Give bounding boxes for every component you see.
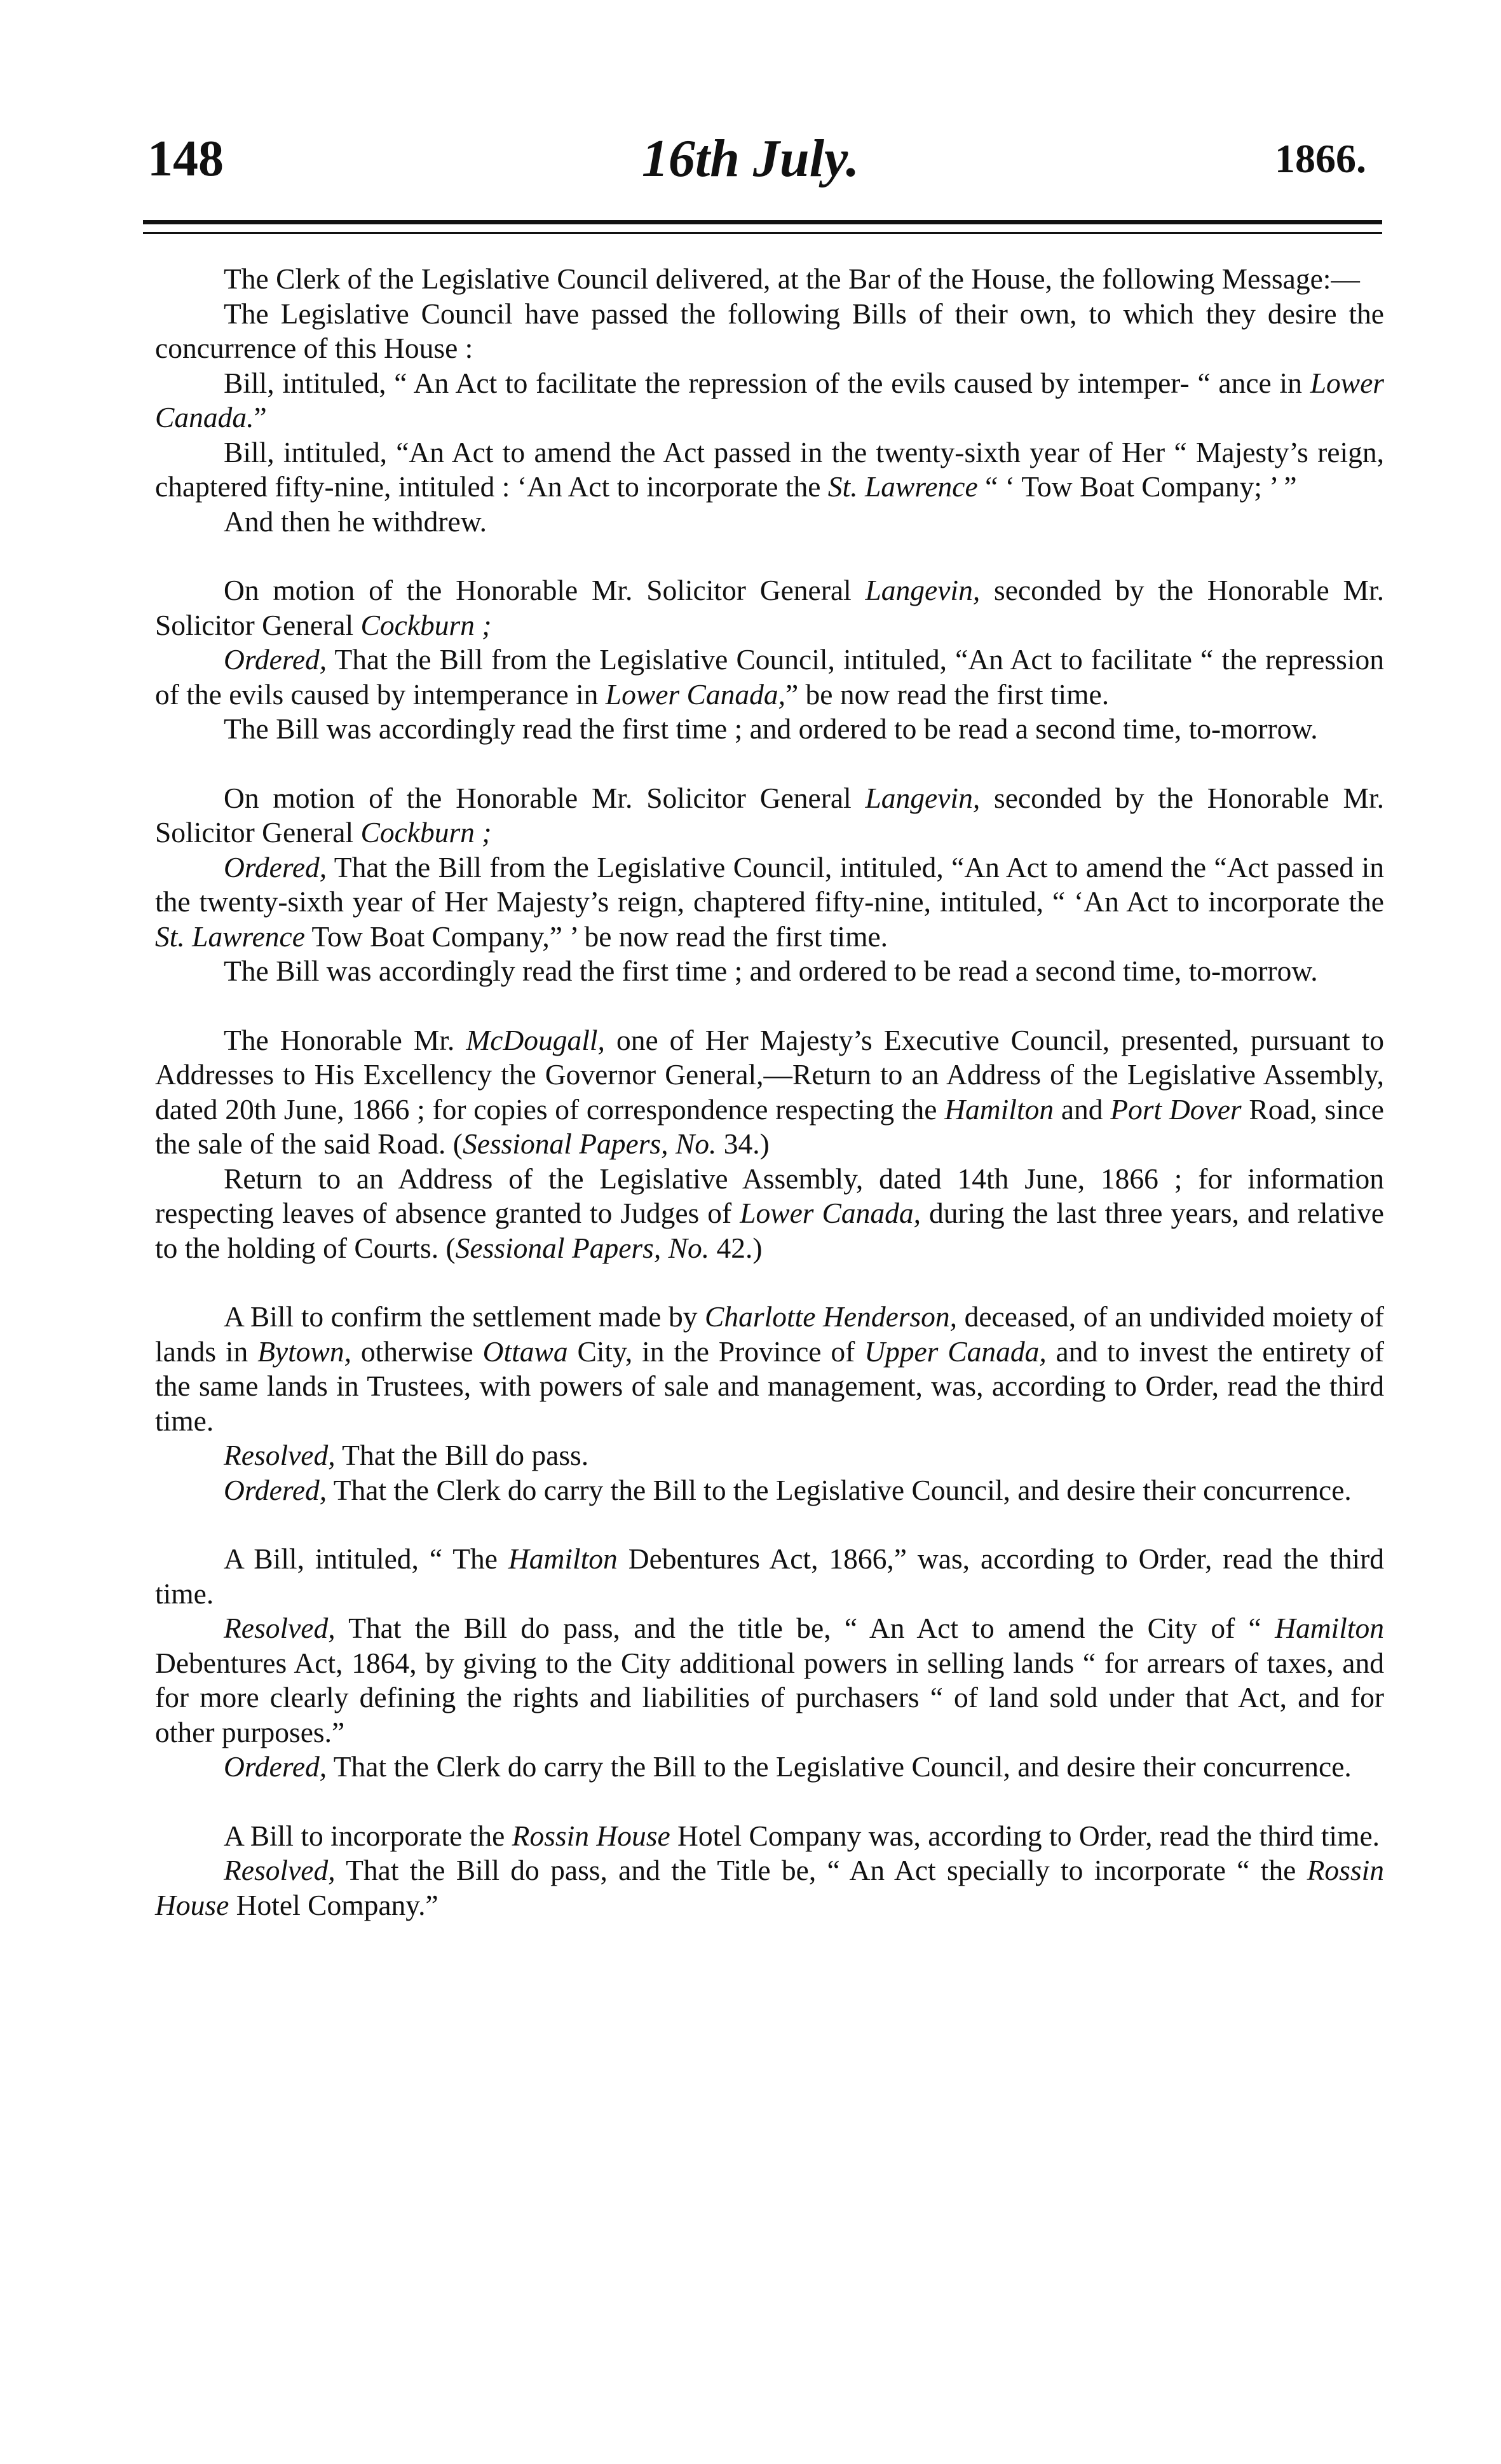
text-run: Return to an Address of the Legislative Assembly, dated 14th June, 1866 ; for information respecting leaves of absence granted to Judges of: [155, 1162, 1384, 1229]
paragraph-resolved-2: [155, 1611, 1384, 1750]
italic-run: Resolved,: [224, 1439, 336, 1471]
italic-run: Resolved,: [224, 1854, 336, 1886]
italic-run: Rossin House: [512, 1819, 670, 1852]
italic-run: St. Lawrence: [827, 470, 978, 503]
text-run: The Legislative Council have passed the following Bills of their own, to which they desire the concurrence of this House :: [155, 297, 1384, 364]
text-run: A Bill, intituled, “ The: [224, 1542, 508, 1575]
text-run: That the Bill do pass, and the Title be, “ An Act specially to incorporate “ the: [335, 1854, 1307, 1886]
text-run: Hotel Company was, according to Order, read the third time.: [670, 1819, 1380, 1852]
italic-run: Langevin,: [865, 574, 981, 606]
paragraph-read-first-1: [155, 712, 1384, 747]
italic-run: St. Lawrence: [155, 920, 305, 953]
text-run: seconded by the Honorable Mr. Solicitor General: [155, 574, 1384, 641]
paragraph-mcdougall-return: [155, 1023, 1384, 1162]
text-run: during the last three years, and relative to the holding of Courts. (: [155, 1197, 1385, 1264]
paragraph-clerk-message: [155, 262, 1384, 297]
text-run: A Bill to confirm the settlement made by: [224, 1300, 705, 1333]
italic-run: Hamilton: [944, 1092, 1054, 1126]
paragraph-ordered-2: [155, 850, 1384, 955]
italic-run: Upper Canada,: [864, 1335, 1047, 1368]
italic-run: Cockburn ;: [360, 816, 492, 848]
italic-run: McDougall,: [466, 1023, 605, 1056]
italic-run: Port Dover: [1110, 1092, 1242, 1126]
paragraph-resolved-3: [155, 1853, 1384, 1923]
text-run: Hotel Company.”: [229, 1888, 438, 1921]
text-run: deceased, of an undivided moiety of lands in: [155, 1300, 1384, 1368]
text-run: seconded by the Honorable Mr. Solicitor General: [155, 781, 1384, 848]
italic-run: Sessional Papers, No.: [455, 1231, 710, 1264]
paragraph-motion-1: [155, 573, 1384, 643]
text-run: 42.): [709, 1231, 763, 1264]
page-number: 148: [147, 131, 224, 187]
italic-run: Lower Canada,: [605, 677, 785, 711]
paragraph-hamilton-bill: [155, 1542, 1384, 1611]
text-run: That the Bill from the Legislative Council, intituled, “An Act to amend the “Act passed in the twenty-sixth year of Her Majesty’s reign, chaptered fifty-nine, intituled, “ ‘An Act to incorporate the: [155, 850, 1384, 918]
italic-run: Langevin,: [865, 781, 981, 814]
paragraph-council-passed-bills: [155, 297, 1384, 366]
text-run: Bill, intituled, “ An Act to facilitate the repression of the evils caused by intemper- “ ance in: [224, 366, 1310, 399]
text-run: The Bill was accordingly read the first time ; and ordered to be read a second time, to-morrow.: [224, 955, 1318, 987]
italic-run: Sessional Papers, No.: [462, 1127, 717, 1160]
italic-run: Hamilton: [508, 1542, 618, 1575]
text-run: The Bill was accordingly read the first time ; and ordered to be read a second time, to-morrow.: [224, 712, 1318, 745]
text-run: and: [1054, 1092, 1111, 1126]
text-run: City, in the Province of: [567, 1335, 865, 1368]
paragraph-henderson-bill: [155, 1300, 1384, 1438]
italic-run: Lower Canada.: [155, 366, 1384, 433]
italic-run: Lower Canada,: [740, 1197, 921, 1229]
paragraph-ordered-3: [155, 1473, 1384, 1508]
italic-run: Resolved,: [224, 1612, 336, 1644]
paragraph-return-judges: [155, 1162, 1384, 1266]
text-run: ”: [254, 401, 267, 433]
italic-run: Ottawa: [482, 1335, 568, 1368]
text-run: That the Bill from the Legislative Council, intituled, “An Act to facilitate “ the repression of the evils caused by intemperance in: [155, 643, 1384, 711]
text-run: That the Clerk do carry the Bill to the Legislative Council, and desire their concurrence.: [327, 1750, 1352, 1783]
text-run: one of Her Majesty’s Executive Council, presented, pursuant to Addresses to His Excellency the Governor General,—Return to an Address of the Legislative Assembly, dated 20th June, 1866 ; for copies of correspondence respecting the: [155, 1023, 1384, 1126]
italic-run: Charlotte Henderson,: [705, 1300, 958, 1333]
text-run: 34.): [716, 1127, 770, 1160]
text-run: On motion of the Honorable Mr. Solicitor General: [224, 781, 866, 814]
text-run: That the Clerk do carry the Bill to the Legislative Council, and desire their concurrence.: [327, 1473, 1352, 1506]
text-run: The Honorable Mr.: [224, 1023, 466, 1056]
text-run: Bill, intituled, “An Act to amend the Act passed in the twenty-sixth year of Her “ Majesty’s reign, chaptered fifty-nine, intituled : ‘An Act to incorporate the: [155, 435, 1384, 503]
italic-run: Hamilton: [1275, 1612, 1384, 1644]
text-run: Debentures Act, 1864, by giving to the City additional powers in selling lands “ for arrears of taxes, and for more clearly defining the rights and liabilities of purchasers “ of land sold under that Act, and for other purposes.”: [155, 1646, 1384, 1748]
italic-run: Rossin House: [155, 1854, 1384, 1921]
text-run: On motion of the Honorable Mr. Solicitor General: [224, 574, 866, 606]
text-run: ” be now read the first time.: [785, 677, 1110, 711]
text-run: Debentures Act, 1866,” was, according to Order, read the third time.: [155, 1542, 1384, 1610]
text-run: otherwise: [351, 1335, 483, 1368]
paragraph-motion-2: [155, 781, 1384, 850]
italic-run: Ordered,: [224, 850, 327, 883]
paragraph-read-first-2: [155, 954, 1384, 989]
paragraph-resolved-1: [155, 1438, 1384, 1473]
text-run: That the Bill do pass, and the title be, “ An Act to amend the City of “: [335, 1612, 1275, 1644]
text-run: and to invest the entirety of the same lands in Trustees, with powers of sale and management, was, according to Order, read the third time.: [155, 1335, 1385, 1437]
text-run: Road, since the sale of the said Road. (: [155, 1092, 1384, 1160]
header-rule-thick: [143, 220, 1382, 224]
paragraph-withdrew: [155, 505, 1384, 540]
paragraph-ordered-4: [155, 1750, 1384, 1785]
italic-run: Ordered,: [224, 1750, 327, 1783]
running-year: 1866.: [1275, 136, 1366, 181]
italic-run: Ordered,: [224, 1473, 327, 1506]
paragraph-ordered-1: [155, 643, 1384, 712]
text-run: That the Bill do pass.: [335, 1439, 589, 1471]
header-rule-thin: [143, 232, 1382, 234]
running-title-date: 16th July.: [641, 129, 860, 188]
italic-run: Bytown,: [257, 1335, 351, 1368]
page-body: [155, 262, 1384, 1923]
paragraph-bill-tow-boat: [155, 435, 1384, 505]
text-run: A Bill to incorporate the: [224, 1819, 512, 1852]
paragraph-rossin-bill: [155, 1819, 1384, 1854]
paragraph-bill-intemperance: [155, 366, 1384, 435]
text-run: The Clerk of the Legislative Council delivered, at the Bar of the House, the following Message:—: [224, 262, 1360, 295]
text-run: Tow Boat Company,” ’ be now read the first time.: [304, 920, 888, 953]
italic-run: Ordered,: [224, 643, 327, 676]
text-run: And then he withdrew.: [224, 505, 487, 538]
italic-run: Cockburn ;: [360, 608, 492, 641]
text-run: “ ‘ Tow Boat Company; ’ ”: [977, 470, 1297, 503]
